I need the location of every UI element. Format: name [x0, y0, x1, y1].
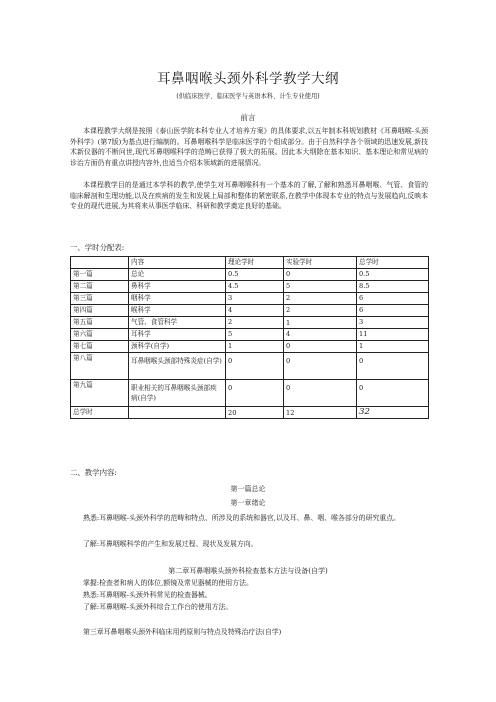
table-cell: 第七篇	[71, 341, 129, 353]
table-cell: 0	[357, 353, 429, 380]
chapter2-title: 第二章耳鼻咽喉头颈外科检查基本方法与设备(自学)	[168, 567, 328, 575]
table-cell: 咽科学	[129, 293, 226, 305]
table-cell: 0	[284, 341, 357, 353]
table-cell: 喉科学	[129, 305, 226, 317]
table-row	[71, 305, 429, 317]
hours-table	[70, 256, 429, 419]
table-cell: 0.5	[226, 269, 284, 281]
table-row	[71, 353, 429, 380]
chapter1-title: 第一章绪论	[230, 499, 266, 507]
table-header-cell: 内容	[129, 257, 226, 269]
chapter2-master: 掌握:检查者和病人的体位,额镜及常见器械的使用方法。	[83, 579, 253, 587]
document-subtitle: (供临床医学、临床医学与英语本科、计生专业使用)	[176, 93, 320, 100]
table-cell: 4.5	[226, 281, 284, 293]
table-cell: 第九篇	[71, 380, 129, 407]
table-cell: 32	[357, 407, 429, 419]
table-cell: 12	[284, 407, 357, 419]
table-cell: 11	[357, 329, 429, 341]
table-cell: 1	[357, 341, 429, 353]
table-header-cell: 总学时	[357, 257, 429, 269]
table-header-cell: 实验学时	[284, 257, 357, 269]
table-cell: 耳科学	[129, 329, 226, 341]
table-cell: 0	[284, 380, 357, 407]
table-cell: 第六篇	[71, 329, 129, 341]
table-cell: 1	[284, 317, 357, 329]
table-cell: 第一篇	[71, 269, 129, 281]
part1-title: 第一篇总论	[230, 485, 266, 493]
table-cell: 6	[357, 305, 429, 317]
table-cell: 2	[284, 305, 357, 317]
table-cell: 0	[284, 353, 357, 380]
table-cell: 总论	[129, 269, 226, 281]
table-cell: 第四篇	[71, 305, 129, 317]
table-row	[71, 293, 429, 305]
table-cell: 颈科学(自学)	[129, 341, 226, 353]
table-cell: 职业相关的耳鼻咽喉头颈部疾病(自学)	[129, 380, 226, 407]
table-cell: 鼻科学	[129, 281, 226, 293]
table-cell: 第五篇	[71, 317, 129, 329]
table-row	[71, 269, 429, 281]
table-cell	[129, 407, 226, 419]
table-cell: 2	[226, 317, 284, 329]
table-row	[71, 380, 429, 407]
table-row	[71, 281, 429, 293]
table-cell: 5	[284, 281, 357, 293]
table-row	[71, 317, 429, 329]
table-cell: 3	[226, 293, 284, 305]
document-title: 耳鼻咽喉头颈外科学教学大纲	[157, 71, 339, 87]
table-cell: 第八篇	[71, 353, 129, 380]
table-row	[71, 329, 429, 341]
table-cell: 20	[226, 407, 284, 419]
table-cell: 0	[226, 353, 284, 380]
table-cell: 4	[284, 329, 357, 341]
chapter2-familiar: 熟悉:耳鼻咽喉-头颈外科常见的检查器械。	[83, 591, 212, 599]
table-cell: 气管、食管科学	[129, 317, 226, 329]
table-cell: 第三篇	[71, 293, 129, 305]
preface-heading: 前言	[240, 113, 256, 122]
preface-paragraph-2: 本课程教学目的是通过本学科的教学,使学生对耳鼻咽喉科有一个基本的了解,了解和熟悉耳鼻咽喉、气管、食管的临床解剖和生理功能,以及在疾病的发生和发展上局部和整体的紧密联系,在教学中体现本专业的特点与发展趋向,反映本专业的现代进展,为其将来从事医学临床、科研和教学奠定良好的基础。	[70, 181, 428, 210]
table-cell: 0	[357, 380, 429, 407]
table-cell: 3	[357, 317, 429, 329]
table-header-cell	[71, 257, 129, 269]
table-cell: 2	[284, 293, 357, 305]
table-header-cell: 理论学时	[226, 257, 284, 269]
table-cell: 4	[226, 305, 284, 317]
chapter1-understand: 了解:耳鼻咽喉科学的产生和发展过程、现状及发展方向。	[83, 540, 258, 548]
table-row	[71, 341, 429, 353]
table-cell: 1	[226, 341, 284, 353]
table-cell: 0	[226, 380, 284, 407]
preface-paragraph-1: 本课程教学大纲是按照《泰山医学院本科专业人才培养方案》的具体要求,以五年制本科规划教材《耳鼻咽喉-头颈外科学》(第7版)为基点进行编制的。耳鼻咽喉科学是临床医学的个组成部分。由于自然科学各个领域的迅速发展,新技术新仪器的不断问世,现代耳鼻咽喉科学的范畴已获得了极大的拓展。因此本大纲除在基本知识、基本理论和常见病的诊治方面仍有重点讲授内容外,也适当介绍本领域新的进展情况。	[70, 127, 428, 167]
table-cell: 6	[357, 293, 429, 305]
table-cell: 第二篇	[71, 281, 129, 293]
table-total-row	[71, 407, 429, 419]
section-hours-heading: 一、学时分配表:	[70, 243, 125, 252]
table-cell: 0.5	[357, 269, 429, 281]
section-content-heading: 二、教学内容:	[70, 468, 117, 477]
table-cell: 0	[284, 269, 357, 281]
table-cell: 总学时	[71, 407, 129, 419]
chapter1-familiar: 熟悉:耳鼻咽喉-头颈外科学的范畴和特点、所涉及的系统和器官,以及耳、鼻、咽、喉各部分的研究重点。	[83, 514, 401, 522]
table-cell: 8.5	[357, 281, 429, 293]
chapter3-title: 第三章耳鼻咽喉头颈外科临床用药原则与特点及特殊治疗法(自学)	[83, 628, 282, 636]
chapter2-understand: 了解:耳鼻咽喉-头颈外科综合工作台的使用方法。	[83, 603, 233, 611]
table-cell: 5	[226, 329, 284, 341]
table-cell: 耳鼻咽喉头颈部特殊炎症(自学)	[129, 353, 226, 380]
table-header-row	[71, 257, 429, 269]
